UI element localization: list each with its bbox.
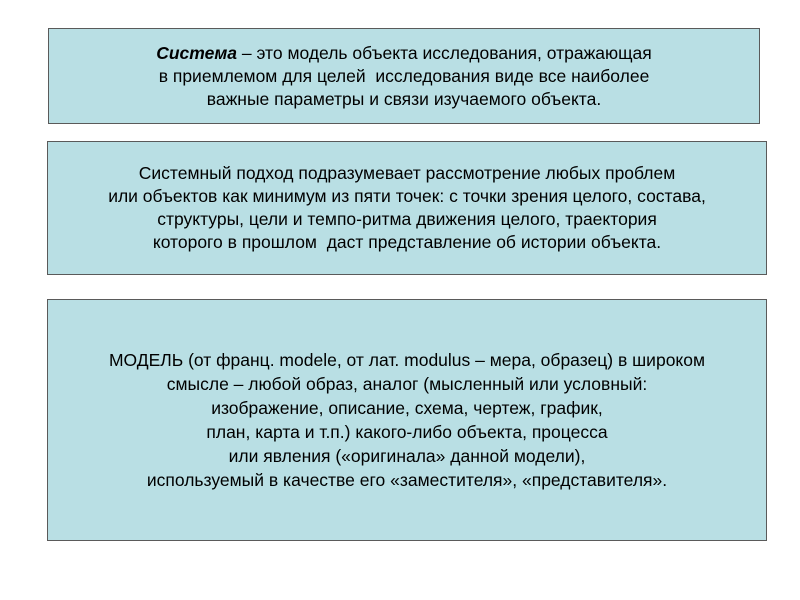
system-definition-line-2: в приемлемом для целей исследования виде все наиболее: [158, 65, 650, 86]
system-definition-line-3: важные параметры и связи изучаемого объекта.: [206, 88, 602, 109]
system-approach-text: [108, 162, 706, 254]
model-definition-line-4: план, карта и т.п.) какого-либо объекта, процесса: [206, 422, 608, 442]
model-definition-text: [109, 348, 705, 492]
model-definition-line-2: смысле – любой образ, аналог (мысленный или условный:: [166, 374, 648, 394]
system-term: Система: [156, 42, 238, 63]
system-approach-line-3: структуры, цели и темпо-ритма движения целого, траектория: [157, 209, 657, 229]
model-definition-line-1: МОДЕЛЬ (от франц. modele, от лат. modulus – мера, образец) в широком: [108, 350, 706, 370]
system-definition-box: [48, 28, 760, 124]
model-definition-box: [47, 299, 767, 541]
system-approach-box: [47, 141, 767, 275]
system-approach-line-4: которого в прошлом даст представление об истории объекта.: [152, 232, 662, 252]
system-definition-line-1: [156, 42, 652, 65]
system-definition-text: [156, 42, 652, 111]
system-approach-line-1: Системный подход подразумевает рассмотрение любых проблем: [138, 163, 676, 183]
model-definition-line-5: или явления («оригинала» данной модели),: [228, 446, 586, 466]
system-definition-line-1-rest: – это модель объекта исследования, отражающая: [237, 42, 652, 63]
model-definition-line-6: используемый в качестве его «заместителя», «представителя».: [146, 470, 668, 490]
system-approach-line-2: или объектов как минимум из пяти точек: с точки зрения целого, состава,: [108, 186, 706, 206]
model-definition-line-3: изображение, описание, схема, чертеж, график,: [211, 398, 603, 418]
